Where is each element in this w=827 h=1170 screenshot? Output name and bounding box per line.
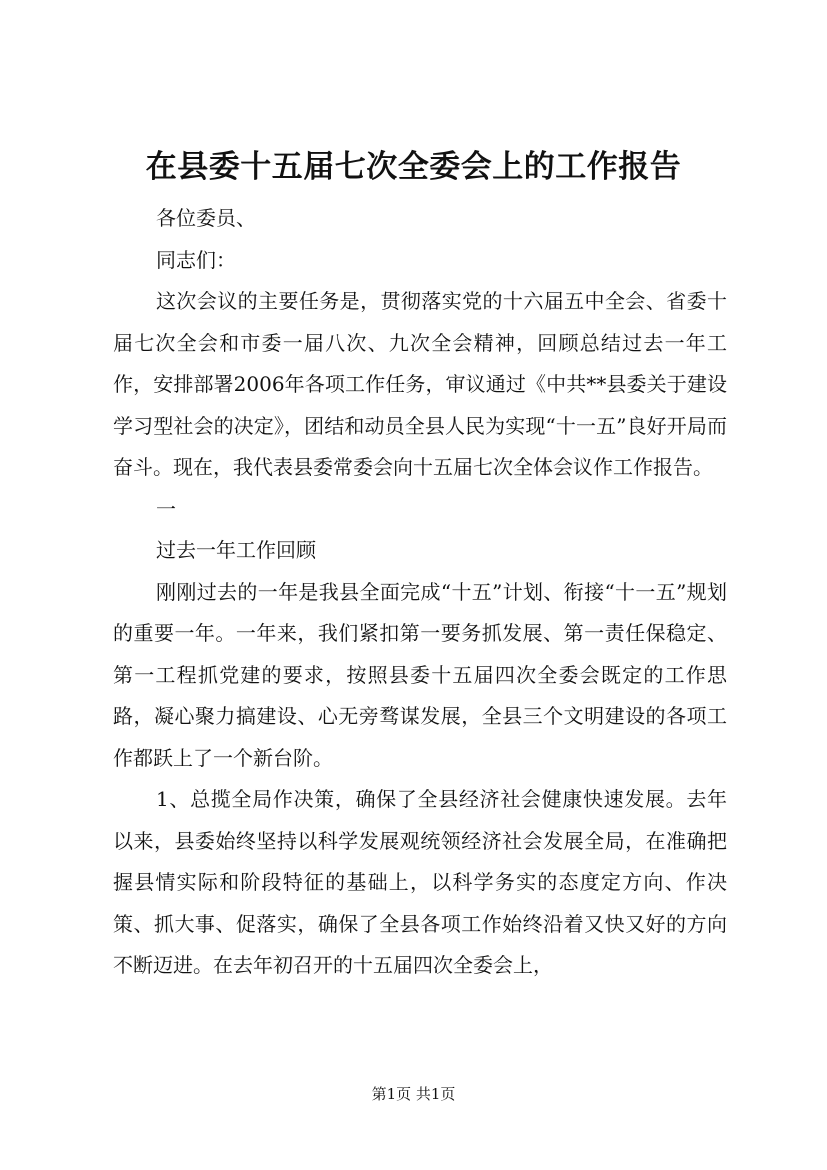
item-1-paragraph: 1、总揽全局作决策，确保了全县经济社会健康快速发展。去年以来，县委始终坚持以科学发展观统领经济社会发展全局，在准确把握县情实际和阶段特征的基础上，以科学务实的态度定方向、作决策、抓大事、促落实，确保了全县各项工作始终沿着又快又好的方向不断迈进。在去年初召开的十五届四次全委会上， bbox=[113, 787, 727, 977]
page-footer: 第1页 共1页 bbox=[371, 1085, 456, 1103]
document-title: 在县委十五届七次全委会上的工作报告 bbox=[145, 149, 682, 185]
review-paragraph: 刚刚过去的一年是我县全面完成“十五”计划、衔接“十一五”规划的重要一年。一年来，我们紧扣第一要务抓发展、第一责任保稳定、第一工程抓党建的要求，按照县委十五届四次全委会既定的工作思路，凝心聚力搞建设、心无旁骛谋发展，全县三个文明建设的各项工作都跃上了一个新台阶。 bbox=[113, 579, 727, 770]
intro-paragraph: 这次会议的主要任务是，贯彻落实党的十六届五中全会、省委十届七次全会和市委一届八次、九次全会精神，回顾总结过去一年工作，安排部署2006年各项工作任务，审议通过《中共**县委关于建设学习型社会的决定》，团结和动员全县人民为实现“十一五”良好开局而奋斗。现在，我代表县委常委会向十五届七次全体会议作工作报告。 bbox=[113, 289, 727, 479]
salutation-line-2: 同志们： bbox=[156, 247, 236, 272]
section-heading: 过去一年工作回顾 bbox=[156, 538, 316, 562]
section-number: 一 bbox=[156, 496, 176, 521]
document-body bbox=[113, 198, 727, 987]
salutation-line-1: 各位委员、 bbox=[156, 206, 256, 230]
